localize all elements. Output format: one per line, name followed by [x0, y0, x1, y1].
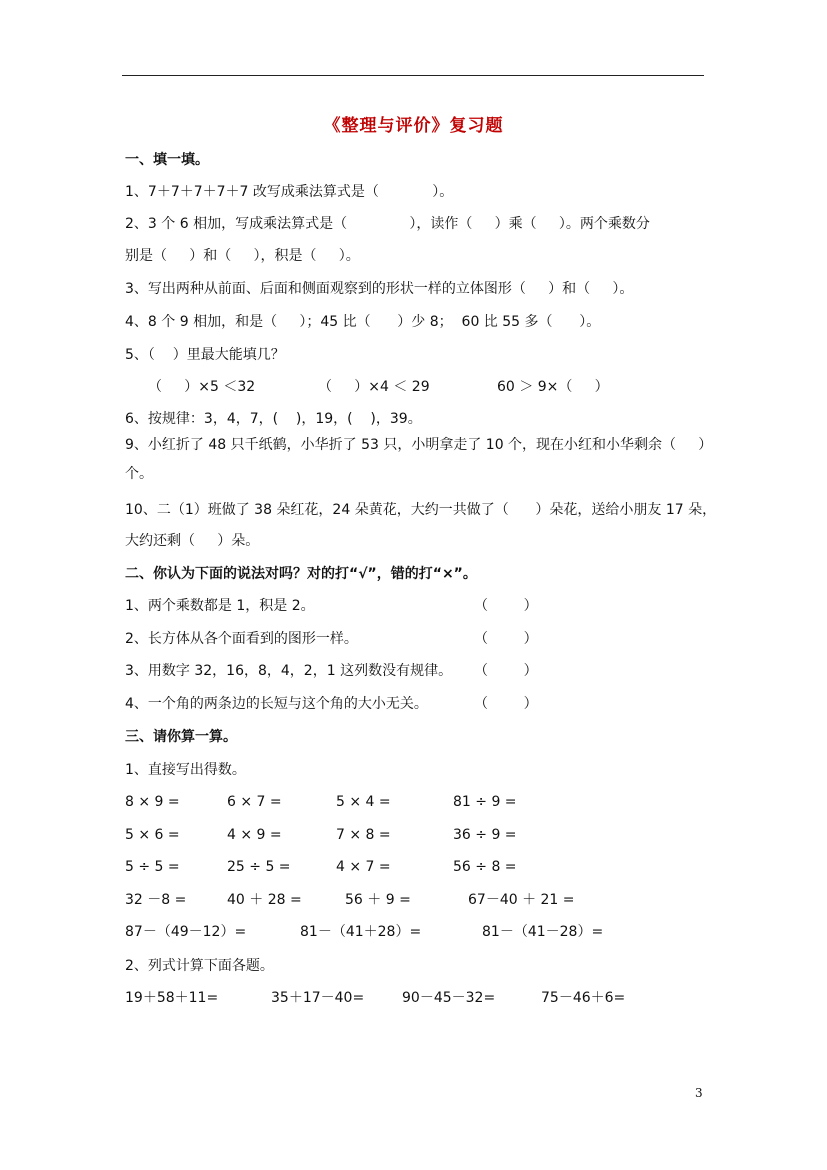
page-title: 《整理与评价》复习题 [323, 116, 504, 136]
judge-paren-3: （ ） [474, 663, 538, 679]
judge-item-1: 1、两个乘数都是 1，积是 2。 [125, 598, 315, 614]
q5-item-2: （ ）×4 ＜ 29 [318, 379, 430, 395]
calc-r4-c1: 32 －8 = [125, 892, 187, 908]
calc-r6-c4: 75－46＋6= [541, 990, 626, 1006]
q10-line1: 10、二（1）班做了 38 朵红花，24 朵黄花，大约一共做了（ ）朵花，送给小朋友 17 朵， [125, 502, 717, 518]
q5: 5、（ ）里最大能填几？ [125, 347, 285, 363]
q5-item-3: 60 ＞ 9×（ ） [497, 379, 609, 395]
calc-r5-c1: 87－（49－12）= [125, 924, 247, 940]
judge-paren-1: （ ） [474, 598, 538, 614]
q9-line2: 个。 [125, 466, 153, 482]
calc-r5-c3: 81－（41－28）= [482, 924, 604, 940]
q5-item-1: （ ）×5 ＜32 [148, 379, 256, 395]
q2-line2: 别是（ ）和（ ），积是（ ）。 [125, 248, 360, 264]
calc-r6-c3: 90－45－32= [402, 990, 496, 1006]
judge-item-4: 4、一个角的两条边的长短与这个角的大小无关。 [125, 696, 428, 712]
q3: 3、写出两种从前面、后面和侧面观察到的形状一样的立体图形（ ）和（ ）。 [125, 281, 634, 297]
calc-r1-c2: 6 × 7 = [227, 794, 282, 810]
calc-r6-c1: 19＋58＋11= [125, 990, 219, 1006]
calc-r1-c3: 5 × 4 = [336, 794, 391, 810]
calc-r3-c1: 5 ÷ 5 = [125, 859, 180, 875]
calc-r3-c2: 25 ÷ 5 = [227, 859, 291, 875]
calc-r2-c3: 7 × 8 = [336, 827, 391, 843]
section3-heading: 三、请你算一算。 [125, 729, 237, 745]
judge-paren-4: （ ） [474, 696, 538, 712]
q4: 4、8 个 9 相加，和是（ ）；45 比（ ）少 8； 60 比 55 多（ ）。 [125, 314, 601, 330]
calc-r4-c3: 56 ＋ 9 = [345, 892, 411, 908]
calc-r2-c4: 36 ÷ 9 = [453, 827, 517, 843]
calc-r3-c4: 56 ÷ 8 = [453, 859, 517, 875]
q10-line2: 大约还剩（ ）朵。 [125, 533, 260, 549]
calc-r1-c1: 8 × 9 = [125, 794, 180, 810]
q1: 1、7＋7＋7＋7＋7 改写成乘法算式是（ ）。 [125, 184, 454, 200]
calc-r2-c1: 5 × 6 = [125, 827, 180, 843]
header-rule [122, 75, 704, 76]
q6: 6、按规律：3，4，7，( )，19，( )，39。 [125, 411, 422, 427]
judge-item-2: 2、长方体从各个面看到的图形一样。 [125, 631, 358, 647]
section3-sub1: 1、直接写出得数。 [125, 762, 246, 778]
calc-r3-c3: 4 × 7 = [336, 859, 391, 875]
calc-r5-c2: 81－（41＋28）= [300, 924, 422, 940]
judge-item-3: 3、用数字 32，16，8，4，2，1 这列数没有规律。 [125, 663, 453, 679]
judge-paren-2: （ ） [474, 631, 538, 647]
section2-heading: 二、你认为下面的说法对吗？对的打“√”，错的打“×”。 [125, 566, 477, 582]
page-number: 3 [695, 1086, 703, 1100]
q2-line1: 2、3 个 6 相加，写成乘法算式是（ ），读作（ ）乘（ ）。两个乘数分 [125, 216, 650, 232]
calc-r6-c2: 35＋17－40= [271, 990, 365, 1006]
calc-r4-c4: 67－40 ＋ 21 = [468, 892, 575, 908]
section3-sub2: 2、列式计算下面各题。 [125, 958, 274, 974]
q9-line1: 9、小红折了 48 只千纸鹤，小华折了 53 只，小明拿走了 10 个，现在小红和小华剩余（ ） [125, 437, 713, 453]
calc-r1-c4: 81 ÷ 9 = [453, 794, 517, 810]
section1-heading: 一、填一填。 [125, 152, 209, 168]
calc-r2-c2: 4 × 9 = [227, 827, 282, 843]
calc-r4-c2: 40 ＋ 28 = [227, 892, 302, 908]
